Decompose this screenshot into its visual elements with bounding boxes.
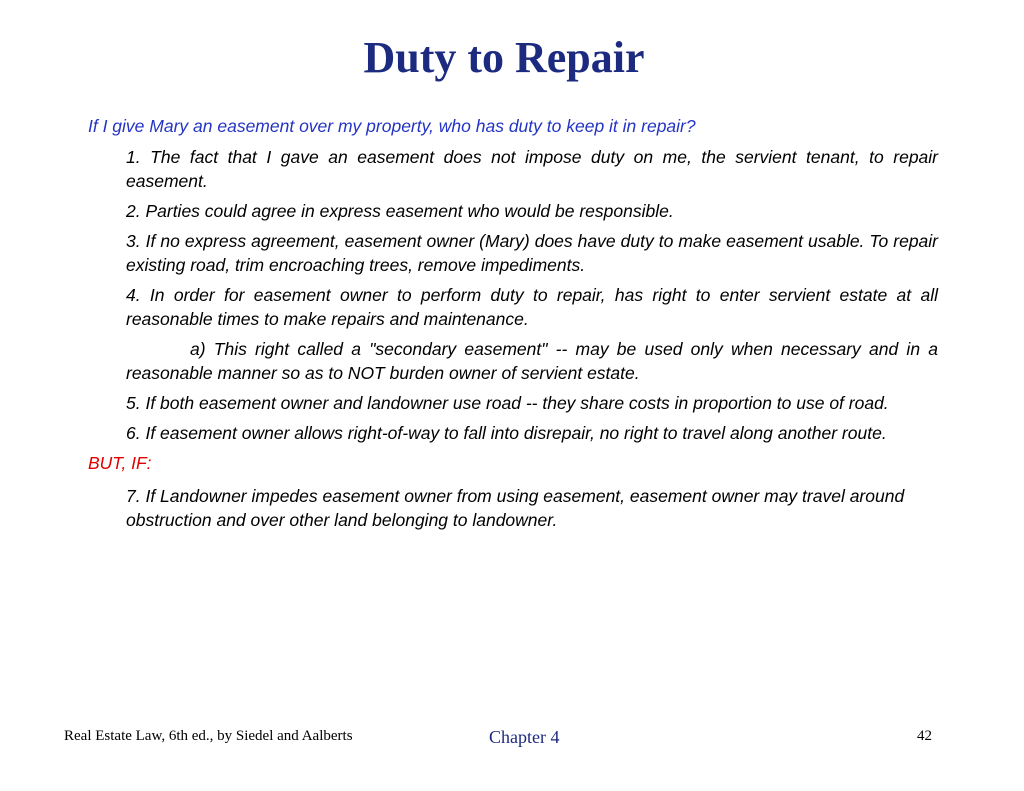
- point-4a: a) This right called a "secondary easement" -- may be used only when necessary and in a reasonable manner so as to NOT burden owner of servient estate.: [126, 339, 938, 383]
- footer-source: Real Estate Law, 6th ed., by Siedel and Aalberts: [64, 728, 353, 744]
- footer-chapter: Chapter 4: [489, 727, 560, 747]
- point-3: 3. If no express agreement, easement owner (Mary) does have duty to make easement usable. To repair existing road, trim encroaching trees, remove impediments.: [126, 231, 938, 275]
- point-1: 1. The fact that I gave an easement does not impose duty on me, the servient tenant, to repair easement.: [126, 147, 938, 191]
- slide-title: Duty to Repair: [363, 33, 645, 82]
- point-4: 4. In order for easement owner to perform duty to repair, has right to enter servient estate at all reasonable times to make repairs and maintenance.: [126, 285, 938, 329]
- footer-page-number: 42: [917, 728, 932, 744]
- point-7: 7. If Landowner impedes easement owner from using easement, easement owner may travel around obstruction and over other land belonging to landowner.: [126, 486, 905, 530]
- point-6: 6. If easement owner allows right-of-way to fall into disrepair, no right to travel along another route.: [126, 423, 887, 443]
- slide-body: [88, 114, 938, 532]
- point-5: 5. If both easement owner and landowner use road -- they share costs in proportion to use of road.: [126, 393, 889, 413]
- but-if-label: BUT, IF:: [88, 453, 152, 473]
- question-text: If I give Mary an easement over my property, who has duty to keep it in repair?: [88, 116, 696, 136]
- point-2: 2. Parties could agree in express easement who would be responsible.: [126, 201, 674, 221]
